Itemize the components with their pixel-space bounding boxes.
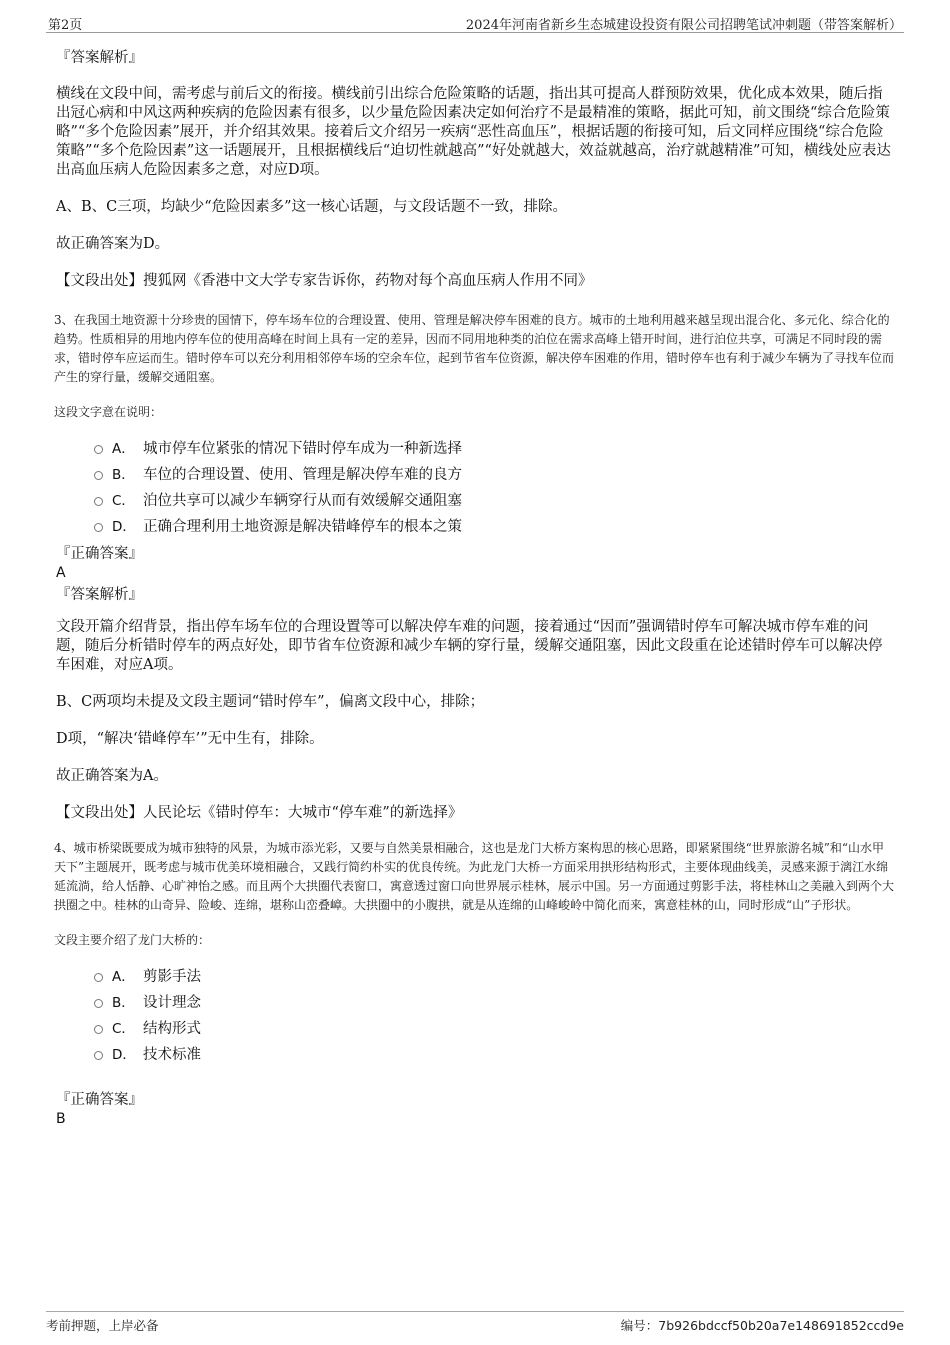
correct-answer: A bbox=[56, 565, 66, 581]
page-footer bbox=[46, 1311, 904, 1334]
option-text: 正确合理利用土地资源是解决错峰停车的根本之策 bbox=[143, 518, 462, 535]
question-prompt: 文段主要介绍了龙门大桥的： bbox=[54, 933, 211, 947]
option-list bbox=[94, 434, 896, 538]
page-number: 第2页 bbox=[48, 18, 83, 33]
document-title: 2024年河南省新乡生态城建设投资有限公司招聘笔试冲刺题（带答案解析） bbox=[465, 18, 902, 33]
radio-button[interactable] bbox=[94, 1025, 103, 1034]
option-text: 结构形式 bbox=[143, 1020, 201, 1037]
option-letter: B． bbox=[112, 995, 135, 1011]
option-d[interactable] bbox=[94, 512, 896, 538]
option-text: 设计理念 bbox=[143, 994, 201, 1011]
document-body bbox=[56, 44, 896, 1129]
radio-button[interactable] bbox=[94, 445, 103, 454]
document-code bbox=[621, 1316, 904, 1334]
page-header bbox=[46, 14, 904, 33]
question-stem: 3、在我国土地资源十分珍贵的国情下，停车场车位的合理设置、使用、管理是解决停车困难的良方。城市的土地利用越来越呈现出混合化、多元化、综合化的趋势。性质相异的用地内停车位的使用高峰在时间上具有一定的差异，因而不同用地种类的泊位在需求高峰上错开时间，进行泊位共享，可满足不同时段的需求，错时停车应运而生。错时停车可以充分利用相邻停车场的空余车位，起到节省车位资源，解决停车困难的作用，错时停车也有利于减少车辆为了寻找车位而产生的穿行量，缓解交通阻塞。 bbox=[54, 313, 895, 384]
footer-slogan: 考前押题，上岸必备 bbox=[46, 1318, 159, 1333]
option-letter: C． bbox=[112, 493, 135, 509]
question-2-analysis bbox=[56, 46, 896, 291]
radio-button[interactable] bbox=[94, 999, 103, 1008]
analysis-paragraph: A、B、C三项，均缺少“危险因素多”这一核心话题，与文段话题不一致，排除。 bbox=[56, 199, 568, 215]
answer-tag: 『正确答案』 bbox=[56, 546, 143, 562]
option-letter: A． bbox=[112, 969, 135, 985]
answer-tag: 『正确答案』 bbox=[56, 1092, 143, 1108]
analysis-tag: 『答案解析』 bbox=[56, 50, 143, 66]
option-text: 城市停车位紧张的情况下错时停车成为一种新选择 bbox=[143, 440, 462, 457]
radio-button[interactable] bbox=[94, 523, 103, 532]
source-citation: 【文段出处】搜狐网《香港中文大学专家告诉你，药物对每个高血压病人作用不同》 bbox=[56, 273, 593, 289]
option-letter: C． bbox=[112, 1021, 135, 1037]
option-c[interactable] bbox=[94, 486, 896, 512]
option-d[interactable] bbox=[94, 1040, 896, 1066]
option-list bbox=[94, 962, 896, 1066]
option-text: 剪影手法 bbox=[143, 968, 201, 985]
question-4 bbox=[56, 839, 896, 1127]
option-text: 泊位共享可以减少车辆穿行从而有效缓解交通阻塞 bbox=[143, 492, 462, 509]
option-a[interactable] bbox=[94, 434, 896, 460]
radio-button[interactable] bbox=[94, 1051, 103, 1060]
option-letter: D． bbox=[112, 1047, 136, 1063]
analysis-paragraph: 横线在文段中间，需考虑与前后文的衔接。横线前引出综合危险策略的话题，指出其可提高人群预防效果，优化成本效果，随后指出冠心病和中风这两种疾病的危险因素有很多，以少量危险因素决定如何治疗不是最精准的策略，据此可知，前文围绕“综合危险策略”“多个危险因素”展开，并介绍其效果。接着后文介绍另一疾病“恶性高血压”，根据话题的衔接可知，后文同样应围绕“综合危险策略”“多个危险因素”这一话题展开，且根据横线后“迫切性就越高”“好处就越大，效益就越高，治疗就越精准”可知，横线处应表达出高血压病人危险因素多之意，对应D项。 bbox=[56, 86, 891, 178]
code-label: 编号： bbox=[620, 1318, 659, 1333]
option-letter: D． bbox=[112, 519, 136, 535]
correct-answer: B bbox=[56, 1111, 66, 1127]
option-c[interactable] bbox=[94, 1014, 896, 1040]
option-text: 车位的合理设置、使用、管理是解决停车难的良方 bbox=[143, 466, 462, 483]
radio-button[interactable] bbox=[94, 973, 103, 982]
analysis-paragraph: D项，“解决‘错峰停车’”无中生有，排除。 bbox=[56, 731, 324, 747]
code-value: 7b926bdccf50b20a7e148691852ccd9e bbox=[658, 1318, 904, 1333]
analysis-paragraph: 文段开篇介绍背景，指出停车场车位的合理设置等可以解决停车难的问题，接着通过“因而”强调错时停车可解决城市停车难的问题，随后分析错时停车的两点好处，即节省车位资源和减少车辆的穿行量，缓解交通阻塞，因此文段重在论述错时停车可以解决停车困难，对应A项。 bbox=[56, 619, 883, 673]
question-stem: 4、城市桥梁既要成为城市独特的风景，为城市添光彩，又要与自然美景相融合，这也是龙门大桥方案构思的核心思路，即紧紧围绕“世界旅游名城”和“山水甲天下”主题展开，既考虑与城市优美环境相融合，又践行简约朴实的优良传统。为此龙门大桥一方面采用拱形结构形式，主要体现曲线美，灵感来源于漓江水绵延流淌，给人恬静、心旷神怡之感。而且两个大拱圈代表窗口，寓意透过窗口向世界展示桂林，展示中国。另一方面通过剪影手法，将桂林山之美融入到两个大拱圈之中。桂林的山奇异、险峻、连绵，堪称山峦叠嶂。大拱圈中的小腹拱，就是从连绵的山峰峻岭中简化而来，寓意桂林的山，同时形成“山”子形状。 bbox=[54, 841, 895, 912]
analysis-paragraph: B、C两项均未提及文段主题词“错时停车”，偏离文段中心，排除； bbox=[56, 694, 485, 710]
option-text: 技术标准 bbox=[143, 1046, 201, 1063]
analysis-tag: 『答案解析』 bbox=[56, 587, 143, 603]
analysis-conclusion: 故正确答案为D。 bbox=[56, 236, 170, 252]
option-b[interactable] bbox=[94, 988, 896, 1014]
option-a[interactable] bbox=[94, 962, 896, 988]
option-letter: B． bbox=[112, 467, 135, 483]
analysis-conclusion: 故正确答案为A。 bbox=[56, 768, 168, 784]
question-prompt: 这段文字意在说明： bbox=[54, 405, 163, 419]
radio-button[interactable] bbox=[94, 497, 103, 506]
option-letter: A． bbox=[112, 441, 135, 457]
question-3 bbox=[56, 311, 896, 823]
option-b[interactable] bbox=[94, 460, 896, 486]
source-citation: 【文段出处】人民论坛《错时停车：大城市“停车难”的新选择》 bbox=[56, 805, 463, 821]
radio-button[interactable] bbox=[94, 471, 103, 480]
